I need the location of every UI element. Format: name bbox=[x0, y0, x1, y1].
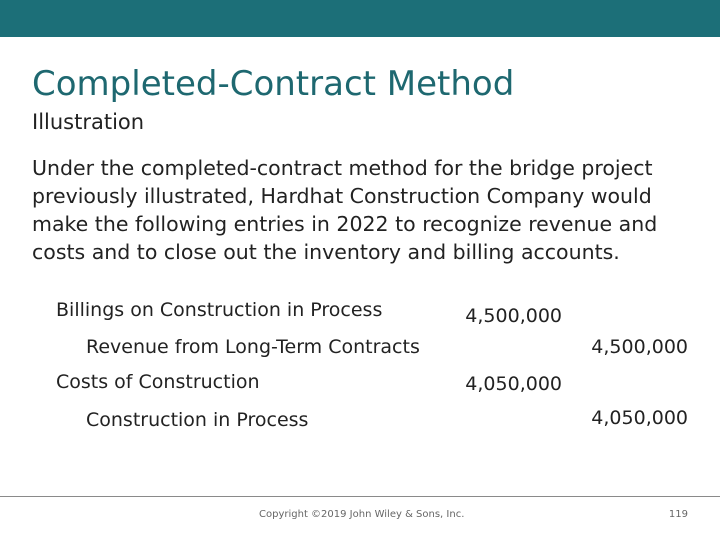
footer-copyright: Copyright ©2019 John Wiley & Sons, Inc. bbox=[259, 509, 465, 520]
entry2-credit-account: Construction in Process bbox=[86, 409, 309, 431]
intro-paragraph: Under the completed-contract method for the bridge project previously illustrated, Hardhat Construction Company would make the following entries in 2022 to recognize revenue and costs and to close out the inventory and billing accounts. bbox=[32, 156, 658, 264]
top-banner-bar bbox=[0, 0, 720, 37]
entry1-credit-amount: 4,500,000 bbox=[591, 336, 688, 358]
slide-subtitle: Illustration bbox=[32, 110, 145, 134]
slide-title: Completed-Contract Method bbox=[32, 64, 515, 104]
footer-page-number: 119 bbox=[668, 509, 688, 520]
entry1-debit-amount: 4,500,000 bbox=[465, 305, 562, 327]
footer-divider bbox=[0, 496, 720, 497]
entry1-debit-account: Billings on Construction in Process bbox=[56, 299, 383, 321]
entry1-credit-account: Revenue from Long-Term Contracts bbox=[86, 336, 420, 358]
entry2-debit-amount: 4,050,000 bbox=[465, 373, 562, 395]
entry2-debit-account: Costs of Construction bbox=[56, 371, 260, 393]
entry2-credit-amount: 4,050,000 bbox=[591, 407, 688, 429]
